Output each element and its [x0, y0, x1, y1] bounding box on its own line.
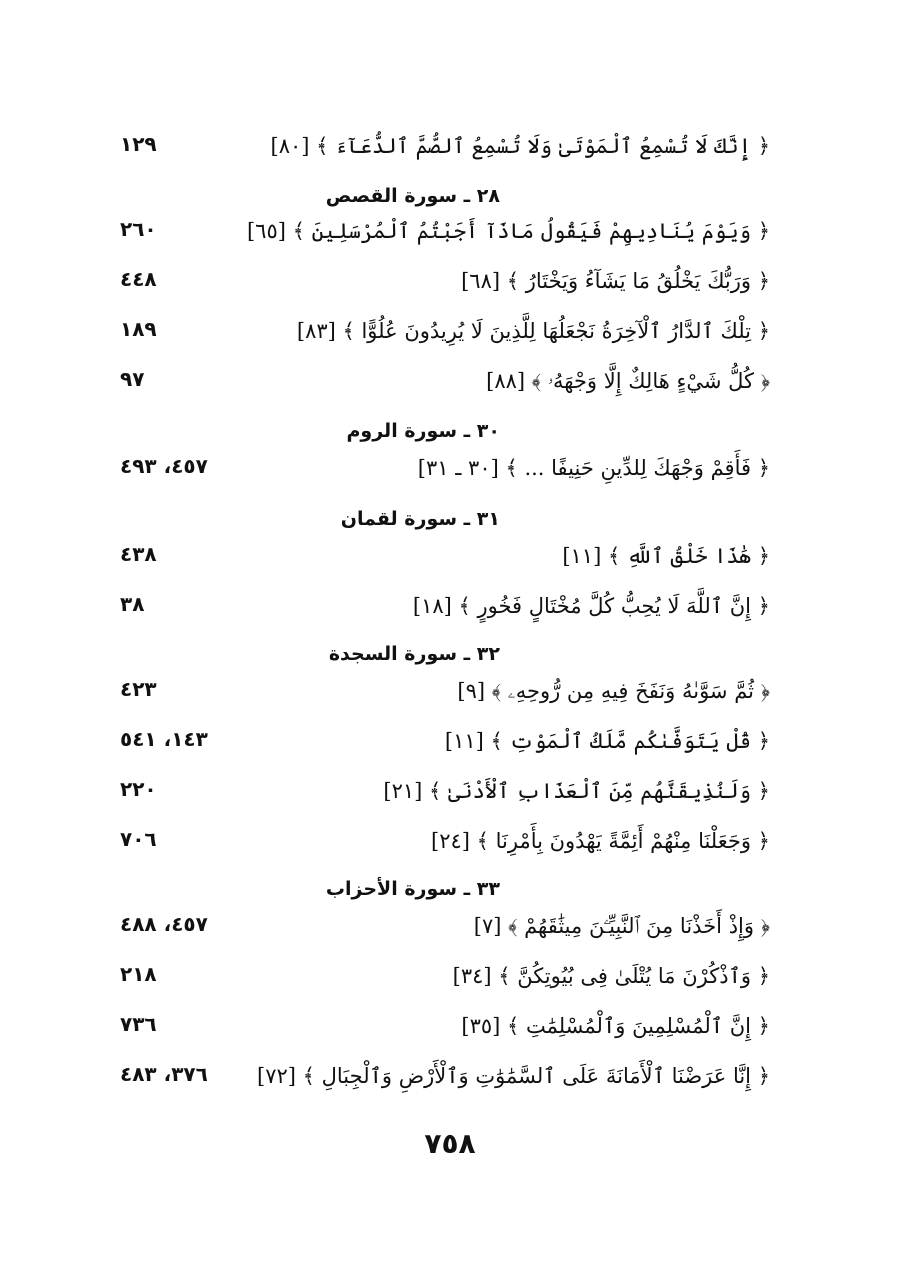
page-reference: ٤٣٨: [120, 542, 157, 566]
page-reference: ٢١٨: [120, 962, 157, 986]
verse-entry: [120, 775, 770, 815]
page-reference: ٤٢٣: [120, 677, 157, 701]
page-number: ٧٥٨: [424, 1127, 476, 1160]
verse-text: ﴿ فَأَقِمْ وَجْهَكَ لِلدِّينِ حَنِيفًا ... ﴾ [٣٠ ـ ٣١]: [417, 456, 770, 480]
surah-heading: [120, 503, 500, 543]
verse-text: ﴿ كُلُّ شَيْءٍ هَالِكٌ إِلَّا وَجْهَهُۥ ﴾ [٨٨]: [486, 369, 770, 393]
surah-title: ٢٨ ـ سورة القصص: [325, 185, 500, 207]
verse-entry: [120, 675, 770, 715]
verse-text: ﴿ وَيَوْمَ يُنَادِيهِمْ فَيَقُولُ مَاذَآ أَجَبْتُمُ ٱلْمُرْسَلِينَ ﴾ [٦٥]: [246, 219, 770, 243]
verse-entry: [120, 315, 770, 355]
page-reference: ١٢٩: [120, 132, 157, 156]
page-reference: ٧٠٦: [120, 827, 157, 851]
page-reference: ٤٥٧، ٤٨٨: [120, 912, 208, 936]
surah-title: ٣٣ ـ سورة الأحزاب: [325, 878, 500, 900]
page-reference: ٤٥٧، ٤٩٣: [120, 454, 208, 478]
verse-entry: [120, 1010, 770, 1050]
verse-entry: [120, 130, 770, 170]
surah-heading: [120, 873, 500, 913]
verse-text: ﴿ إِنَّا عَرَضْنَا ٱلْأَمَانَةَ عَلَى ٱلسَّمَٰوَٰتِ وَٱلْأَرْضِ وَٱلْجِبَالِ ﴾ [٧٢]: [257, 1064, 770, 1088]
page-reference: ٢٦٠: [120, 217, 157, 241]
page-reference: ١٤٣، ٥٤١: [120, 727, 208, 751]
verse-text: ﴿ إِنَّ ٱلْمُسْلِمِينَ وَٱلْمُسْلِمَٰتِ ﴾ [٣٥]: [461, 1014, 770, 1038]
verse-text: ﴿ وَجَعَلْنَا مِنْهُمْ أَئِمَّةً يَهْدُونَ بِأَمْرِنَا ﴾ [٢٤]: [431, 829, 770, 853]
verse-text: ﴿ هَٰذَا خَلْقُ ٱللَّهِ ﴾ [١١]: [562, 544, 770, 568]
page-reference: ٧٣٦: [120, 1012, 157, 1036]
page-reference: ٣٨: [120, 592, 145, 616]
surah-title: ٣١ ـ سورة لقمان: [340, 508, 500, 530]
verse-entry: [120, 365, 770, 405]
page-reference: ٩٧: [120, 367, 145, 391]
verse-entry: [120, 960, 770, 1000]
verse-text: ﴿ وَرَبُّكَ يَخْلُقُ مَا يَشَآءُ وَيَخْتَارُ ﴾ [٦٨]: [461, 269, 770, 293]
page-reference: ٤٤٨: [120, 267, 157, 291]
verse-entry: [120, 540, 770, 580]
verse-entry: [120, 452, 770, 492]
verse-entry: [120, 910, 770, 950]
surah-heading: [120, 415, 500, 455]
surah-heading: [120, 180, 500, 220]
verse-text: ﴿ وَلَنُذِيقَنَّهُم مِّنَ ٱلْعَذَابِ ٱلْأَدْنَىٰ ﴾ [٢١]: [383, 779, 770, 803]
page-reference: ١٨٩: [120, 317, 157, 341]
page-reference: ٢٢٠: [120, 777, 157, 801]
verse-text: ﴿ ثُمَّ سَوَّىٰهُ وَنَفَخَ فِيهِ مِن رُّوحِهِۦ ﴾ [٩]: [457, 679, 770, 703]
verse-entry: [120, 215, 770, 255]
verse-text: ﴿ قُلْ يَتَوَفَّىٰكُم مَّلَكُ ٱلْمَوْتِ ﴾ [١١]: [444, 729, 770, 753]
verse-entry: [120, 590, 770, 630]
surah-title: ٣٢ ـ سورة السجدة: [328, 643, 500, 665]
verse-text: ﴿ وَإِذْ أَخَذْنَا مِنَ ٱلنَّبِيِّـۧنَ مِيثَٰقَهُمْ ﴾ [٧]: [473, 914, 770, 938]
verse-entry: [120, 265, 770, 305]
verse-text: ﴿ إِنَّ ٱللَّهَ لَا يُحِبُّ كُلَّ مُخْتَالٍ فَخُورٍ ﴾ [١٨]: [412, 594, 770, 618]
verse-entry: [120, 1060, 770, 1100]
verse-text: ﴿ إِنَّكَ لَا تُسْمِعُ ٱلْمَوْتَىٰ وَلَا تُسْمِعُ ٱلصُّمَّ ٱلدُّعَآءَ ﴾ [٨٠]: [270, 134, 770, 158]
verse-entry: [120, 725, 770, 765]
verse-text: ﴿ تِلْكَ ٱلدَّارُ ٱلْآخِرَةُ نَجْعَلُهَا لِلَّذِينَ لَا يُرِيدُونَ عُلُوًّا ﴾ [٨٣]: [296, 319, 770, 343]
surah-title: ٣٠ ـ سورة الروم: [346, 420, 500, 442]
surah-heading: [120, 638, 500, 678]
verse-entry: [120, 825, 770, 865]
page-reference: ٣٧٦، ٤٨٣: [120, 1062, 208, 1086]
verse-text: ﴿ وَٱذْكُرْنَ مَا يُتْلَىٰ فِى بُيُوتِكُنَّ ﴾ [٣٤]: [452, 964, 770, 988]
